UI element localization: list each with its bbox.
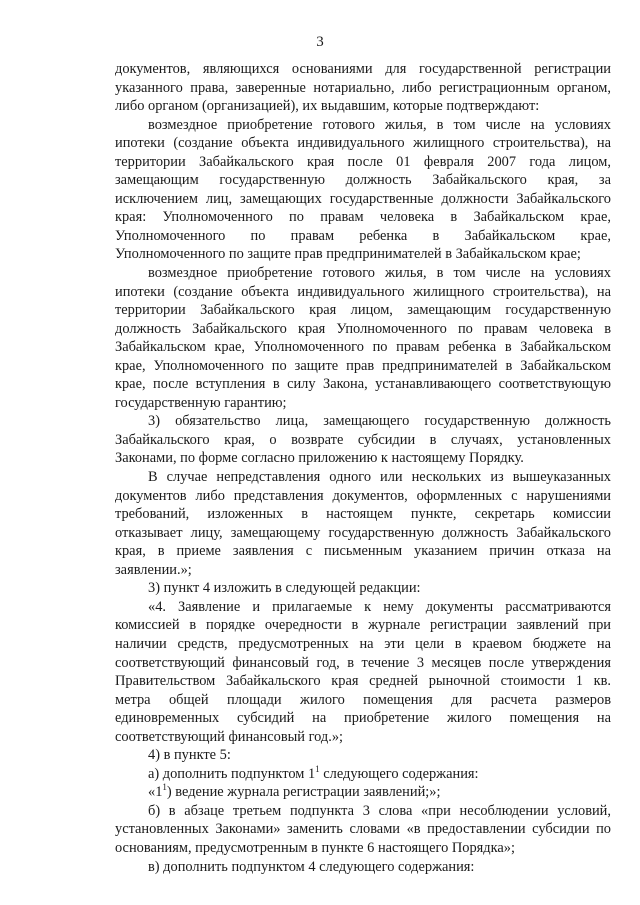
text-line: замещающим государственную должность Забайкальского края, за xyxy=(115,172,611,189)
text-line: края: Уполномоченного по правам человека в Забайкальском крае, xyxy=(115,209,611,226)
text-line: территории Забайкальского края лицом, замещающим государственную xyxy=(115,302,611,319)
text-line: Правительством Забайкальского края средней рыночной стоимости 1 кв. xyxy=(115,673,611,690)
text-line: должность Забайкальского края Уполномоченного по правам человека в xyxy=(115,320,611,337)
text-line: возмездное приобретение готового жилья, в том числе на условиях xyxy=(148,116,611,133)
text-line: в) дополнить подпунктом 4 следующего содержания: xyxy=(148,858,475,875)
text-line: установленных Законами» заменить словами «в предоставлении субсидии по xyxy=(115,821,611,838)
text-line: требований, изложенных в настоящем пункте, секретарь комиссии xyxy=(115,506,611,523)
text-line: государственную гарантию; xyxy=(115,394,287,411)
text-line: указанного права, заверенные нотариально, либо регистрационным органом, xyxy=(115,79,611,96)
page-number: 3 xyxy=(316,34,324,50)
text-line: соответствующий финансовый год, в течение 3 месяцев после утверждения xyxy=(115,654,611,671)
text-line: «4. Заявление и прилагаемые к нему документы рассматриваются xyxy=(148,598,611,615)
text-line: Законами, по форме согласно приложению к настоящему Порядку. xyxy=(115,450,524,467)
text-line: «$1^1$) ведение журнала регистрации заявлений;»; xyxy=(148,782,441,801)
text-line: отказывает лицу, замещающему государственную должность Забайкальского xyxy=(115,524,611,541)
text-line: соответствующий финансовый год.»; xyxy=(115,728,344,745)
text-line: заявлении.»; xyxy=(115,561,192,578)
text-line: Уполномоченного по правам ребенка в Забайкальском крае, xyxy=(115,227,611,244)
text-line: территории Забайкальского края после 01 февраля 2007 года лицом, xyxy=(115,153,611,170)
text-line: крае, Уполномоченного по защите прав предпринимателей в Забайкальском xyxy=(115,357,611,374)
text-line: б) в абзаце третьем подпункта 3 слова «при несоблюдении условий, xyxy=(148,802,611,819)
document-body xyxy=(115,60,611,876)
text-line: а) дополнить подпунктом $1^1$ следующего содержания: xyxy=(148,763,479,782)
text-line: комиссией в порядке очередности в журнале регистрации заявлений при xyxy=(115,617,611,634)
text-line: либо органом (организацией), их выдавшим, которые подтверждают: xyxy=(115,98,540,115)
text-line: 4) в пункте 5: xyxy=(148,747,231,764)
text-line: единовременных субсидий на приобретение жилого помещения на xyxy=(115,710,611,727)
text-line: 3) пункт 4 изложить в следующей редакции: xyxy=(148,580,421,597)
text-line: наличии средств, предусмотренных на эти цели в краевом бюджете на xyxy=(115,635,611,652)
text-line: В случае непредставления одного или нескольких из вышеуказанных xyxy=(148,469,611,486)
text-line: возмездное приобретение готового жилья, в том числе на условиях xyxy=(148,265,611,282)
text-line: документов либо представления документов, оформленных с нарушениями xyxy=(115,487,611,504)
text-line: Забайкальском крае, Уполномоченного по правам ребенка в Забайкальском xyxy=(115,339,611,356)
text-line: Уполномоченного по защите прав предпринимателей в Забайкальском крае; xyxy=(115,246,581,263)
text-line: метра общей площади жилого помещения для расчета размеров xyxy=(115,691,611,708)
text-line: края, в приеме заявления с письменным указанием причин отказа на xyxy=(115,543,611,560)
text-line: 3) обязательство лица, замещающего государственную должность xyxy=(148,413,611,430)
text-line: ипотеки (создание объекта индивидуального жилищного строительства), на xyxy=(115,283,611,300)
text-line: ипотеки (создание объекта индивидуального жилищного строительства), на xyxy=(115,135,611,152)
text-line: основаниям, предусмотренным в пункте 6 настоящего Порядка»; xyxy=(115,839,515,856)
text-line: крае, после вступления в силу Закона, устанавливающего соответствующую xyxy=(115,376,611,393)
text-line: исключением лиц, замещающих государственные должности Забайкальского xyxy=(115,190,611,207)
text-line: Забайкальского края, о возврате субсидии в случаях, установленных xyxy=(115,431,611,448)
text-line: документов, являющихся основаниями для государственной регистрации xyxy=(115,61,611,77)
